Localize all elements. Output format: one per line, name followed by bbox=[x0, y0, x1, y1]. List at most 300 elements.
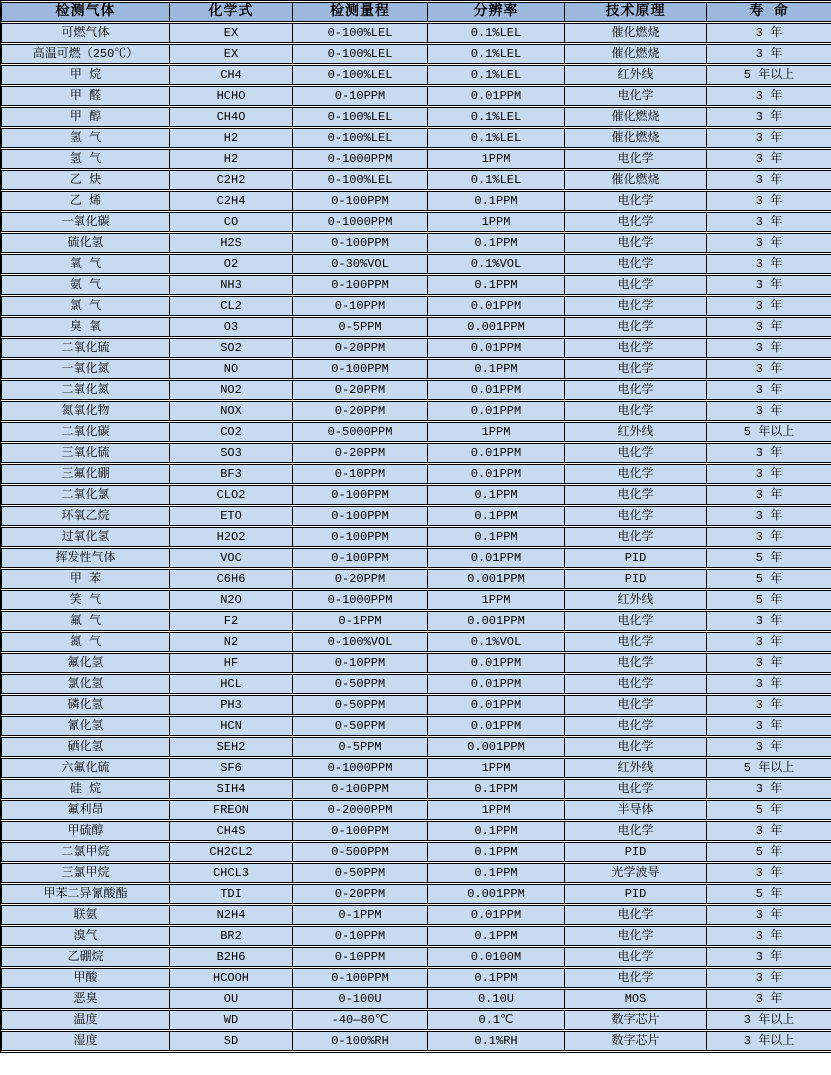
table-row bbox=[1, 884, 831, 904]
detection-range-cell: 0-100%LEL bbox=[292, 44, 427, 64]
chemical-formula-cell: CLO2 bbox=[169, 485, 292, 505]
resolution-cell: 1PPM bbox=[427, 422, 564, 442]
chemical-formula-cell: N2H4 bbox=[169, 905, 292, 925]
chemical-formula-cell: FREON bbox=[169, 800, 292, 820]
gas-name-cell: 挥发性气体 bbox=[1, 548, 169, 568]
table-row bbox=[1, 1031, 831, 1051]
resolution-cell: 0.01PPM bbox=[427, 86, 564, 106]
technology-cell: 电化学 bbox=[564, 443, 706, 463]
detection-range-cell: 0-5000PPM bbox=[292, 422, 427, 442]
lifespan-cell: 3 年 bbox=[706, 716, 831, 736]
technology-cell: MOS bbox=[564, 989, 706, 1009]
column-header-resolution: 分辨率 bbox=[427, 2, 564, 22]
resolution-cell: 0.1%RH bbox=[427, 1031, 564, 1051]
resolution-cell: 0.1PPM bbox=[427, 527, 564, 547]
resolution-cell: 0.001PPM bbox=[427, 611, 564, 631]
lifespan-cell: 3 年 bbox=[706, 23, 831, 43]
resolution-cell: 0.01PPM bbox=[427, 716, 564, 736]
gas-name-cell: 二氧化氮 bbox=[1, 380, 169, 400]
gas-name-cell: 二氧化硫 bbox=[1, 338, 169, 358]
gas-name-cell: 甲 醛 bbox=[1, 86, 169, 106]
gas-name-cell: 湿度 bbox=[1, 1031, 169, 1051]
lifespan-cell: 5 年 bbox=[706, 842, 831, 862]
detection-range-cell: 0-100PPM bbox=[292, 233, 427, 253]
resolution-cell: 0.1PPM bbox=[427, 779, 564, 799]
resolution-cell: 0.0100M bbox=[427, 947, 564, 967]
technology-cell: 红外线 bbox=[564, 590, 706, 610]
resolution-cell: 0.01PPM bbox=[427, 905, 564, 925]
table-row bbox=[1, 632, 831, 652]
detection-range-cell: 0-10PPM bbox=[292, 947, 427, 967]
detection-range-cell: 0-100PPM bbox=[292, 821, 427, 841]
technology-cell: 红外线 bbox=[564, 65, 706, 85]
technology-cell: 红外线 bbox=[564, 758, 706, 778]
resolution-cell: 0.1PPM bbox=[427, 926, 564, 946]
chemical-formula-cell: HCOOH bbox=[169, 968, 292, 988]
gas-name-cell: 氟化氢 bbox=[1, 653, 169, 673]
resolution-cell: 0.001PPM bbox=[427, 884, 564, 904]
lifespan-cell: 3 年 bbox=[706, 380, 831, 400]
gas-name-cell: 甲 醇 bbox=[1, 107, 169, 127]
table-row bbox=[1, 485, 831, 505]
technology-cell: 催化燃烧 bbox=[564, 23, 706, 43]
chemical-formula-cell: HCHO bbox=[169, 86, 292, 106]
lifespan-cell: 3 年 bbox=[706, 632, 831, 652]
technology-cell: 半导体 bbox=[564, 800, 706, 820]
table-row bbox=[1, 317, 831, 337]
technology-cell: PID bbox=[564, 569, 706, 589]
lifespan-cell: 3 年 bbox=[706, 254, 831, 274]
table-row bbox=[1, 821, 831, 841]
technology-cell: 电化学 bbox=[564, 212, 706, 232]
detection-range-cell: 0-1000PPM bbox=[292, 758, 427, 778]
technology-cell: 电化学 bbox=[564, 86, 706, 106]
gas-name-cell: 臭 氧 bbox=[1, 317, 169, 337]
lifespan-cell: 3 年 bbox=[706, 947, 831, 967]
detection-range-cell: 0-100PPM bbox=[292, 506, 427, 526]
technology-cell: 催化燃烧 bbox=[564, 44, 706, 64]
chemical-formula-cell: NOX bbox=[169, 401, 292, 421]
table-row bbox=[1, 527, 831, 547]
detection-range-cell: 0-1000PPM bbox=[292, 212, 427, 232]
table-row bbox=[1, 800, 831, 820]
lifespan-cell: 3 年 bbox=[706, 989, 831, 1009]
gas-name-cell: 氯化氢 bbox=[1, 674, 169, 694]
gas-name-cell: 氢 气 bbox=[1, 128, 169, 148]
resolution-cell: 0.1PPM bbox=[427, 821, 564, 841]
lifespan-cell: 3 年 bbox=[706, 506, 831, 526]
lifespan-cell: 3 年 bbox=[706, 653, 831, 673]
table-row bbox=[1, 44, 831, 64]
gas-name-cell: 甲硫醇 bbox=[1, 821, 169, 841]
gas-name-cell: 氨 气 bbox=[1, 275, 169, 295]
chemical-formula-cell: H2 bbox=[169, 128, 292, 148]
detection-range-cell: 0-100%RH bbox=[292, 1031, 427, 1051]
technology-cell: 电化学 bbox=[564, 380, 706, 400]
table-row bbox=[1, 506, 831, 526]
resolution-cell: 1PPM bbox=[427, 758, 564, 778]
technology-cell: PID bbox=[564, 548, 706, 568]
chemical-formula-cell: O2 bbox=[169, 254, 292, 274]
table-row bbox=[1, 275, 831, 295]
detection-range-cell: 0-100%LEL bbox=[292, 23, 427, 43]
chemical-formula-cell: C2H4 bbox=[169, 191, 292, 211]
resolution-cell: 0.001PPM bbox=[427, 569, 564, 589]
technology-cell: 电化学 bbox=[564, 716, 706, 736]
detection-range-cell: 0-2000PPM bbox=[292, 800, 427, 820]
table-row bbox=[1, 905, 831, 925]
gas-name-cell: 二氧化碳 bbox=[1, 422, 169, 442]
resolution-cell: 0.1PPM bbox=[427, 191, 564, 211]
detection-range-cell: 0-20PPM bbox=[292, 569, 427, 589]
lifespan-cell: 3 年 bbox=[706, 44, 831, 64]
technology-cell: 电化学 bbox=[564, 338, 706, 358]
technology-cell: 电化学 bbox=[564, 968, 706, 988]
gas-name-cell: 乙 烯 bbox=[1, 191, 169, 211]
gas-name-cell: 氮 气 bbox=[1, 632, 169, 652]
table-row bbox=[1, 464, 831, 484]
table-row bbox=[1, 254, 831, 274]
gas-name-cell: 二氧化氯 bbox=[1, 485, 169, 505]
lifespan-cell: 5 年 bbox=[706, 800, 831, 820]
detection-range-cell: 0-30%VOL bbox=[292, 254, 427, 274]
chemical-formula-cell: WD bbox=[169, 1010, 292, 1030]
lifespan-cell: 5 年 bbox=[706, 590, 831, 610]
chemical-formula-cell: CO bbox=[169, 212, 292, 232]
technology-cell: 催化燃烧 bbox=[564, 107, 706, 127]
table-row bbox=[1, 233, 831, 253]
resolution-cell: 0.1PPM bbox=[427, 506, 564, 526]
detection-range-cell: 0-100PPM bbox=[292, 548, 427, 568]
gas-name-cell: 氟 气 bbox=[1, 611, 169, 631]
detection-range-cell: 0-10PPM bbox=[292, 86, 427, 106]
resolution-cell: 0.1PPM bbox=[427, 275, 564, 295]
resolution-cell: 0.1℃ bbox=[427, 1010, 564, 1030]
technology-cell: PID bbox=[564, 884, 706, 904]
chemical-formula-cell: EX bbox=[169, 23, 292, 43]
lifespan-cell: 3 年 bbox=[706, 401, 831, 421]
table-row bbox=[1, 65, 831, 85]
chemical-formula-cell: HCL bbox=[169, 674, 292, 694]
table-row bbox=[1, 590, 831, 610]
column-header-gas-name: 检测气体 bbox=[1, 2, 169, 22]
gas-name-cell: 高温可燃（250℃） bbox=[1, 44, 169, 64]
table-row bbox=[1, 737, 831, 757]
detection-range-cell: 0-1000PPM bbox=[292, 149, 427, 169]
gas-name-cell: 一氧化碳 bbox=[1, 212, 169, 232]
table-row bbox=[1, 128, 831, 148]
chemical-formula-cell: CO2 bbox=[169, 422, 292, 442]
lifespan-cell: 3 年 bbox=[706, 863, 831, 883]
table-row bbox=[1, 695, 831, 715]
chemical-formula-cell: OU bbox=[169, 989, 292, 1009]
lifespan-cell: 3 年 bbox=[706, 233, 831, 253]
resolution-cell: 0.1%LEL bbox=[427, 128, 564, 148]
lifespan-cell: 3 年 bbox=[706, 128, 831, 148]
gas-name-cell: 硒化氢 bbox=[1, 737, 169, 757]
table-row bbox=[1, 107, 831, 127]
resolution-cell: 0.1PPM bbox=[427, 233, 564, 253]
gas-name-cell: 硅 烷 bbox=[1, 779, 169, 799]
gas-name-cell: 甲 苯 bbox=[1, 569, 169, 589]
technology-cell: 电化学 bbox=[564, 485, 706, 505]
technology-cell: 电化学 bbox=[564, 674, 706, 694]
chemical-formula-cell: CH2CL2 bbox=[169, 842, 292, 862]
detection-range-cell: 0-100%LEL bbox=[292, 65, 427, 85]
table-row bbox=[1, 926, 831, 946]
resolution-cell: 1PPM bbox=[427, 800, 564, 820]
table-row bbox=[1, 443, 831, 463]
chemical-formula-cell: SEH2 bbox=[169, 737, 292, 757]
lifespan-cell: 3 年 bbox=[706, 86, 831, 106]
lifespan-cell: 5 年以上 bbox=[706, 422, 831, 442]
detection-range-cell: 0-10PPM bbox=[292, 296, 427, 316]
resolution-cell: 0.1%LEL bbox=[427, 23, 564, 43]
resolution-cell: 0.1PPM bbox=[427, 359, 564, 379]
resolution-cell: 0.10U bbox=[427, 989, 564, 1009]
lifespan-cell: 3 年 bbox=[706, 359, 831, 379]
chemical-formula-cell: CH4O bbox=[169, 107, 292, 127]
lifespan-cell: 5 年以上 bbox=[706, 65, 831, 85]
detection-range-cell: 0-100U bbox=[292, 989, 427, 1009]
lifespan-cell: 3 年 bbox=[706, 212, 831, 232]
detection-range-cell: 0-50PPM bbox=[292, 863, 427, 883]
lifespan-cell: 3 年 bbox=[706, 968, 831, 988]
chemical-formula-cell: HCN bbox=[169, 716, 292, 736]
chemical-formula-cell: CH4S bbox=[169, 821, 292, 841]
table-row bbox=[1, 989, 831, 1009]
gas-name-cell: 氟利昂 bbox=[1, 800, 169, 820]
chemical-formula-cell: C2H2 bbox=[169, 170, 292, 190]
resolution-cell: 1PPM bbox=[427, 149, 564, 169]
technology-cell: 电化学 bbox=[564, 506, 706, 526]
technology-cell: 电化学 bbox=[564, 905, 706, 925]
gas-name-cell: 磷化氢 bbox=[1, 695, 169, 715]
technology-cell: 电化学 bbox=[564, 821, 706, 841]
chemical-formula-cell: ETO bbox=[169, 506, 292, 526]
table-row bbox=[1, 338, 831, 358]
technology-cell: 数字芯片 bbox=[564, 1031, 706, 1051]
table-body bbox=[1, 23, 831, 1051]
technology-cell: 电化学 bbox=[564, 296, 706, 316]
lifespan-cell: 3 年 bbox=[706, 275, 831, 295]
resolution-cell: 0.001PPM bbox=[427, 317, 564, 337]
technology-cell: 电化学 bbox=[564, 779, 706, 799]
detection-range-cell: 0-10PPM bbox=[292, 926, 427, 946]
gas-name-cell: 甲苯二异氰酸酯 bbox=[1, 884, 169, 904]
gas-name-cell: 氰化氢 bbox=[1, 716, 169, 736]
table-row bbox=[1, 863, 831, 883]
chemical-formula-cell: PH3 bbox=[169, 695, 292, 715]
lifespan-cell: 3 年 bbox=[706, 296, 831, 316]
table-row bbox=[1, 611, 831, 631]
gas-name-cell: 甲酸 bbox=[1, 968, 169, 988]
technology-cell: 电化学 bbox=[564, 149, 706, 169]
resolution-cell: 0.1PPM bbox=[427, 968, 564, 988]
detection-range-cell: 0-100%LEL bbox=[292, 170, 427, 190]
chemical-formula-cell: CHCL3 bbox=[169, 863, 292, 883]
gas-name-cell: 恶臭 bbox=[1, 989, 169, 1009]
resolution-cell: 1PPM bbox=[427, 212, 564, 232]
table-row bbox=[1, 968, 831, 988]
resolution-cell: 0.01PPM bbox=[427, 653, 564, 673]
chemical-formula-cell: HF bbox=[169, 653, 292, 673]
table-row bbox=[1, 380, 831, 400]
resolution-cell: 0.01PPM bbox=[427, 296, 564, 316]
header-row bbox=[1, 2, 831, 22]
technology-cell: 电化学 bbox=[564, 464, 706, 484]
technology-cell: 数字芯片 bbox=[564, 1010, 706, 1030]
resolution-cell: 0.01PPM bbox=[427, 674, 564, 694]
resolution-cell: 0.01PPM bbox=[427, 443, 564, 463]
lifespan-cell: 3 年 bbox=[706, 611, 831, 631]
table-row bbox=[1, 1010, 831, 1030]
lifespan-cell: 3 年以上 bbox=[706, 1010, 831, 1030]
table-row bbox=[1, 758, 831, 778]
chemical-formula-cell: C6H6 bbox=[169, 569, 292, 589]
table-row bbox=[1, 422, 831, 442]
lifespan-cell: 5 年 bbox=[706, 569, 831, 589]
detection-range-cell: 0-20PPM bbox=[292, 401, 427, 421]
chemical-formula-cell: H2 bbox=[169, 149, 292, 169]
detection-range-cell: 0-500PPM bbox=[292, 842, 427, 862]
detection-range-cell: 0-20PPM bbox=[292, 443, 427, 463]
technology-cell: 电化学 bbox=[564, 947, 706, 967]
lifespan-cell: 3 年 bbox=[706, 443, 831, 463]
column-header-detection-range: 检测量程 bbox=[292, 2, 427, 22]
table-row bbox=[1, 86, 831, 106]
chemical-formula-cell: H2S bbox=[169, 233, 292, 253]
technology-cell: 电化学 bbox=[564, 191, 706, 211]
detection-range-cell: -40—80℃ bbox=[292, 1010, 427, 1030]
chemical-formula-cell: SD bbox=[169, 1031, 292, 1051]
lifespan-cell: 5 年以上 bbox=[706, 758, 831, 778]
detection-range-cell: 0-100%LEL bbox=[292, 107, 427, 127]
lifespan-cell: 3 年 bbox=[706, 464, 831, 484]
table-row bbox=[1, 653, 831, 673]
chemical-formula-cell: BF3 bbox=[169, 464, 292, 484]
resolution-cell: 0.01PPM bbox=[427, 338, 564, 358]
lifespan-cell: 5 年 bbox=[706, 548, 831, 568]
table-row bbox=[1, 674, 831, 694]
table-row bbox=[1, 170, 831, 190]
gas-name-cell: 三氧化硫 bbox=[1, 443, 169, 463]
lifespan-cell: 3 年 bbox=[706, 107, 831, 127]
lifespan-cell: 3 年 bbox=[706, 149, 831, 169]
resolution-cell: 0.01PPM bbox=[427, 380, 564, 400]
chemical-formula-cell: BR2 bbox=[169, 926, 292, 946]
chemical-formula-cell: TDI bbox=[169, 884, 292, 904]
chemical-formula-cell: N2 bbox=[169, 632, 292, 652]
gas-name-cell: 三氟化硼 bbox=[1, 464, 169, 484]
detection-range-cell: 0-100PPM bbox=[292, 191, 427, 211]
table-row bbox=[1, 569, 831, 589]
chemical-formula-cell: SIH4 bbox=[169, 779, 292, 799]
chemical-formula-cell: CL2 bbox=[169, 296, 292, 316]
chemical-formula-cell: B2H6 bbox=[169, 947, 292, 967]
gas-name-cell: 氯 气 bbox=[1, 296, 169, 316]
detection-range-cell: 0-100%LEL bbox=[292, 128, 427, 148]
technology-cell: 电化学 bbox=[564, 695, 706, 715]
resolution-cell: 0.1PPM bbox=[427, 842, 564, 862]
technology-cell: 电化学 bbox=[564, 233, 706, 253]
technology-cell: 电化学 bbox=[564, 359, 706, 379]
resolution-cell: 0.01PPM bbox=[427, 695, 564, 715]
lifespan-cell: 5 年 bbox=[706, 884, 831, 904]
lifespan-cell: 3 年 bbox=[706, 191, 831, 211]
chemical-formula-cell: F2 bbox=[169, 611, 292, 631]
detection-range-cell: 0-1000PPM bbox=[292, 590, 427, 610]
chemical-formula-cell: SO2 bbox=[169, 338, 292, 358]
lifespan-cell: 3 年 bbox=[706, 317, 831, 337]
chemical-formula-cell: O3 bbox=[169, 317, 292, 337]
resolution-cell: 0.1%LEL bbox=[427, 65, 564, 85]
resolution-cell: 0.1%LEL bbox=[427, 44, 564, 64]
gas-name-cell: 甲 烷 bbox=[1, 65, 169, 85]
technology-cell: 电化学 bbox=[564, 653, 706, 673]
lifespan-cell: 3 年 bbox=[706, 674, 831, 694]
gas-name-cell: 一氧化氮 bbox=[1, 359, 169, 379]
detection-range-cell: 0-10PPM bbox=[292, 464, 427, 484]
detection-range-cell: 0-100PPM bbox=[292, 485, 427, 505]
detection-range-cell: 0-1PPM bbox=[292, 905, 427, 925]
detection-range-cell: 0-1PPM bbox=[292, 611, 427, 631]
technology-cell: 电化学 bbox=[564, 926, 706, 946]
chemical-formula-cell: EX bbox=[169, 44, 292, 64]
lifespan-cell: 3 年以上 bbox=[706, 1031, 831, 1051]
resolution-cell: 0.1PPM bbox=[427, 485, 564, 505]
table-row bbox=[1, 779, 831, 799]
resolution-cell: 0.01PPM bbox=[427, 548, 564, 568]
detection-range-cell: 0-100PPM bbox=[292, 527, 427, 547]
lifespan-cell: 3 年 bbox=[706, 905, 831, 925]
lifespan-cell: 3 年 bbox=[706, 527, 831, 547]
detection-range-cell: 0-100PPM bbox=[292, 275, 427, 295]
chemical-formula-cell: SF6 bbox=[169, 758, 292, 778]
detection-range-cell: 0-50PPM bbox=[292, 716, 427, 736]
detection-range-cell: 0-20PPM bbox=[292, 884, 427, 904]
technology-cell: 电化学 bbox=[564, 401, 706, 421]
detection-range-cell: 0-20PPM bbox=[292, 380, 427, 400]
technology-cell: 电化学 bbox=[564, 527, 706, 547]
technology-cell: 电化学 bbox=[564, 254, 706, 274]
table-row bbox=[1, 23, 831, 43]
gas-name-cell: 联氨 bbox=[1, 905, 169, 925]
detection-range-cell: 0-50PPM bbox=[292, 674, 427, 694]
table-header bbox=[1, 2, 831, 22]
gas-name-cell: 六氟化硫 bbox=[1, 758, 169, 778]
gas-name-cell: 硫化氢 bbox=[1, 233, 169, 253]
lifespan-cell: 3 年 bbox=[706, 821, 831, 841]
gas-name-cell: 可燃气体 bbox=[1, 23, 169, 43]
table-row bbox=[1, 359, 831, 379]
lifespan-cell: 3 年 bbox=[706, 485, 831, 505]
detection-range-cell: 0-100PPM bbox=[292, 968, 427, 988]
table-row bbox=[1, 212, 831, 232]
lifespan-cell: 3 年 bbox=[706, 338, 831, 358]
chemical-formula-cell: VOC bbox=[169, 548, 292, 568]
resolution-cell: 0.1%LEL bbox=[427, 170, 564, 190]
technology-cell: PID bbox=[564, 842, 706, 862]
lifespan-cell: 3 年 bbox=[706, 926, 831, 946]
lifespan-cell: 3 年 bbox=[706, 695, 831, 715]
table-row bbox=[1, 548, 831, 568]
lifespan-cell: 3 年 bbox=[706, 737, 831, 757]
chemical-formula-cell: SO3 bbox=[169, 443, 292, 463]
technology-cell: 电化学 bbox=[564, 632, 706, 652]
chemical-formula-cell: NO2 bbox=[169, 380, 292, 400]
resolution-cell: 0.01PPM bbox=[427, 401, 564, 421]
